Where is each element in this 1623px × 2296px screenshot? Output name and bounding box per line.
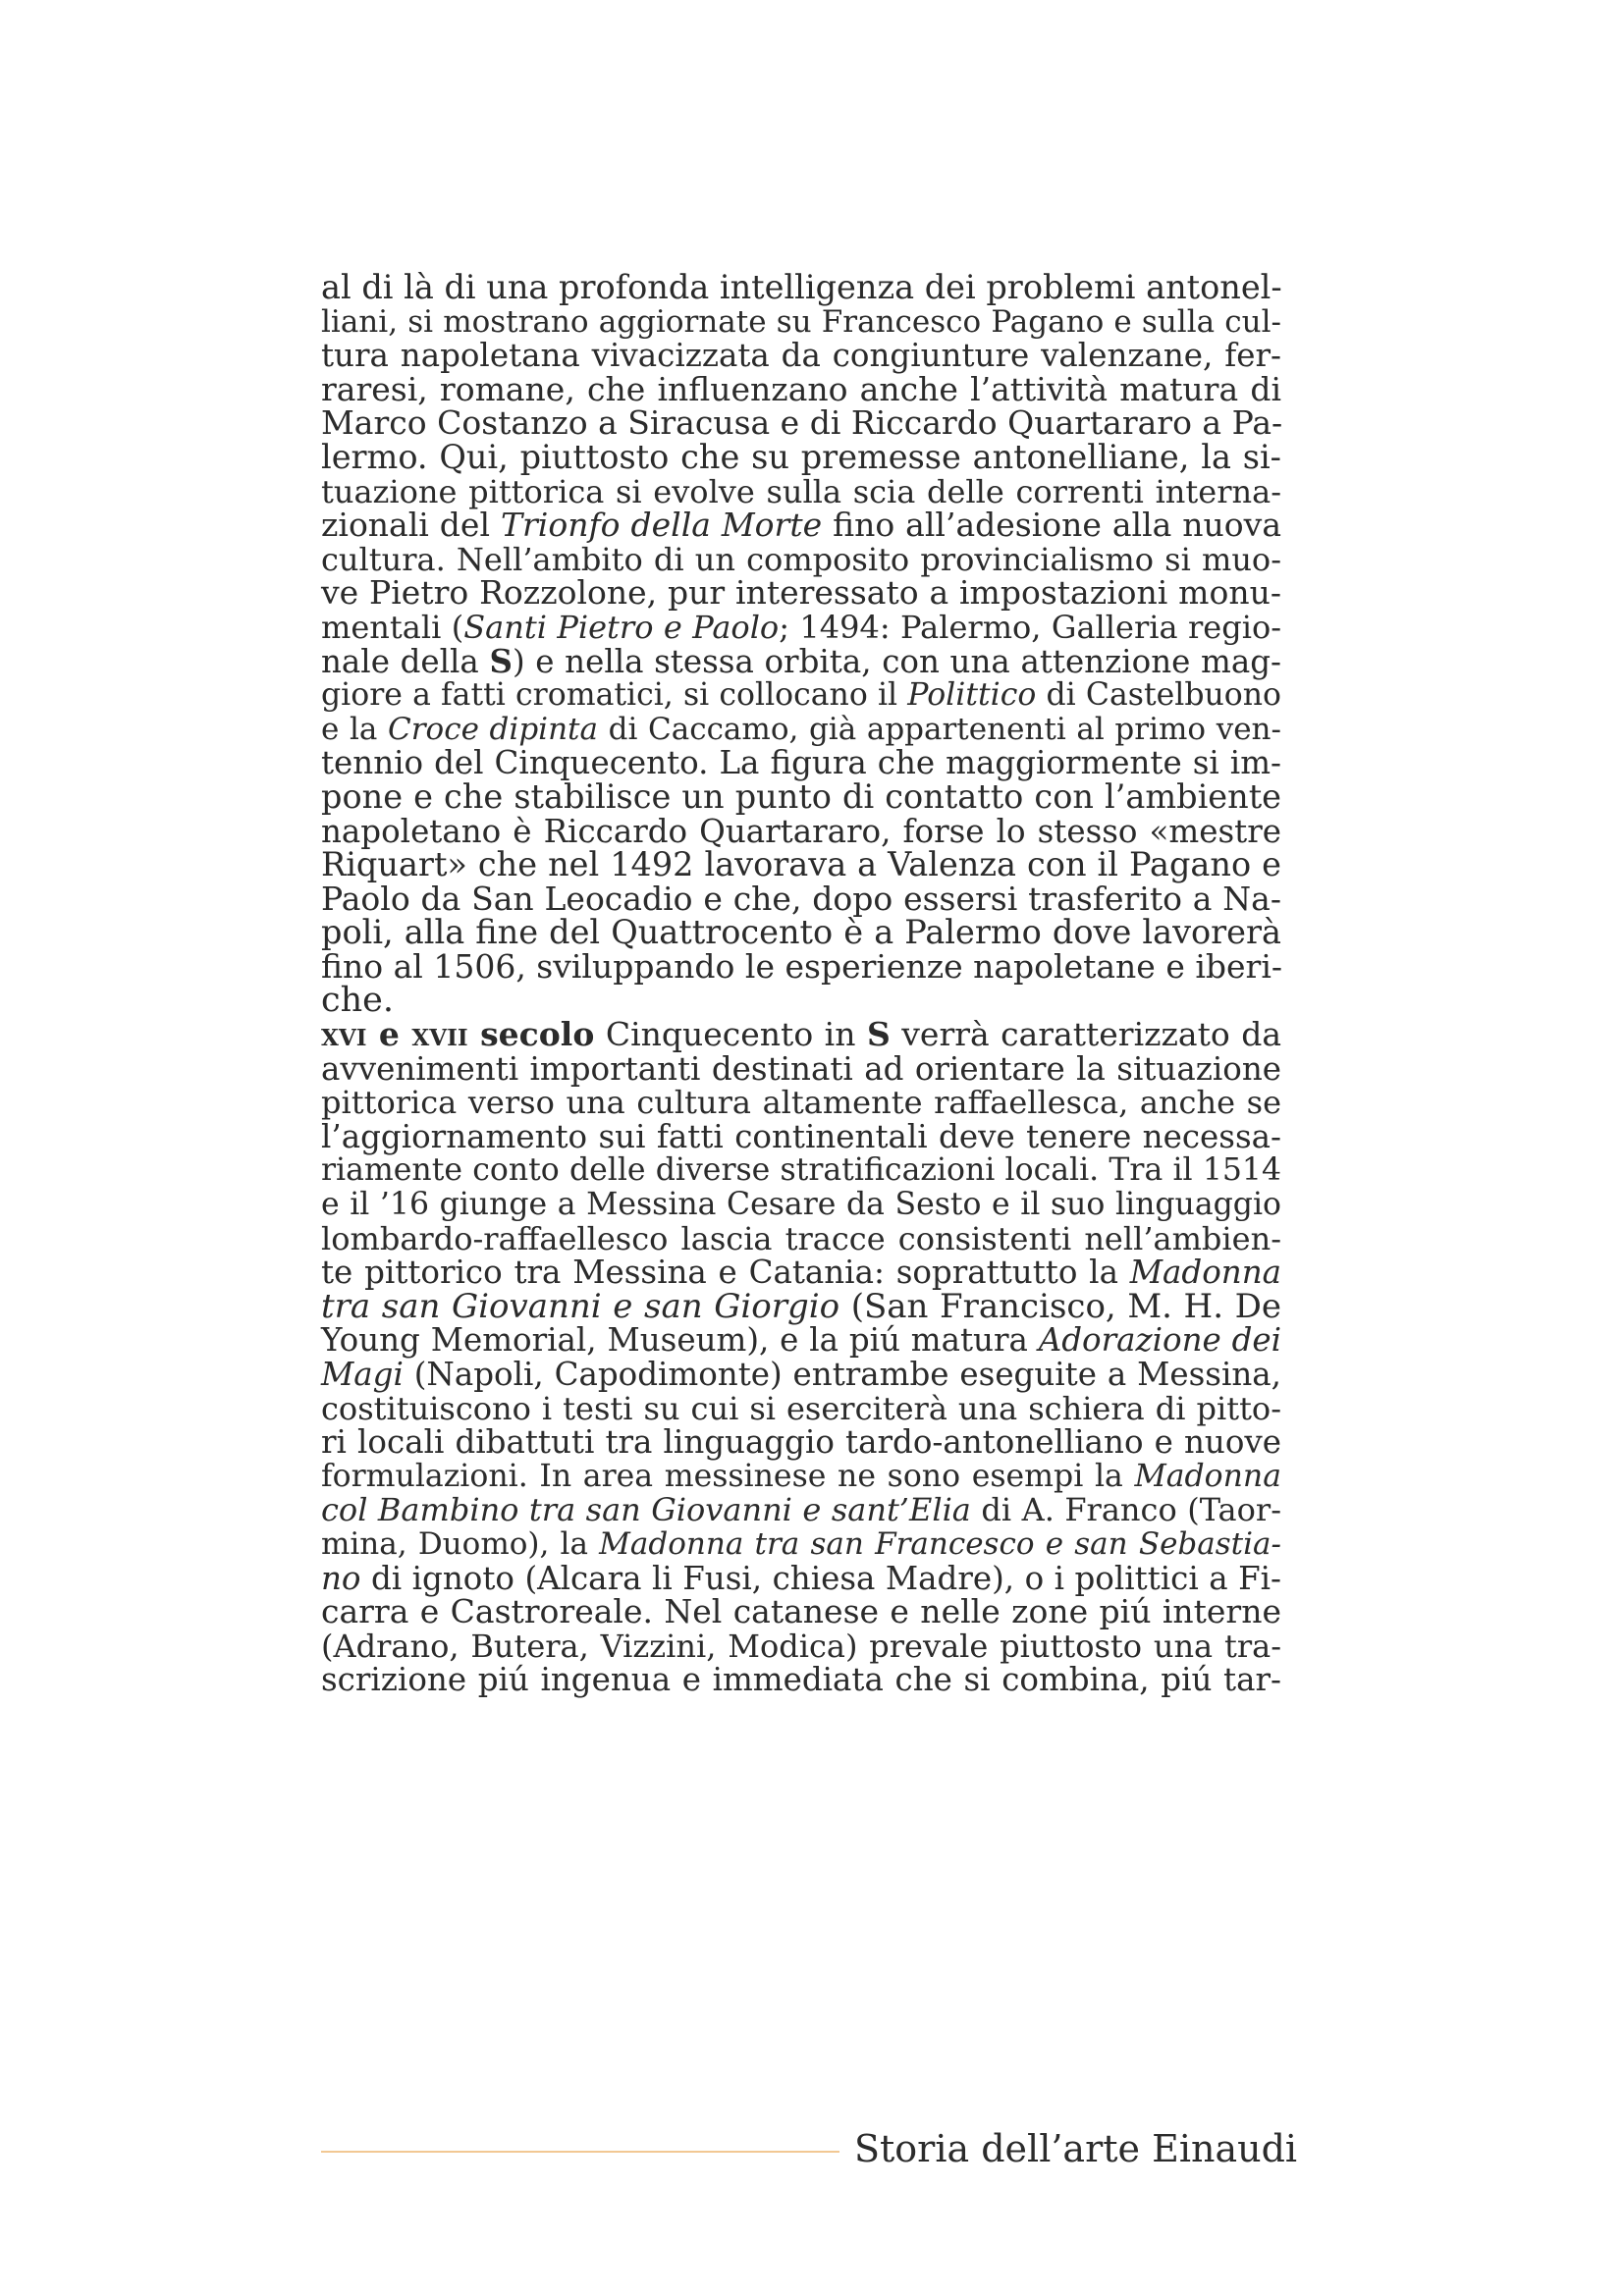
text-line [321,573,1281,613]
text-run: cultura. Nell’ambito di un composito provincialismo si muo- [321,540,1281,578]
text-run: e [366,1015,412,1054]
text-line [321,608,1282,646]
text-run: verrà caratterizzato da [890,1015,1281,1054]
text-run: xvi [321,1015,367,1054]
text-run: secolo [467,1015,595,1054]
text-line [321,437,1281,476]
text-line [321,1527,1281,1562]
text-run: fino al 1506, sviluppando le esperienze napoletane e iberi- [321,946,1283,986]
text-run: riamente conto delle diverse stratificazioni locali. Tra il 1514 [321,1152,1281,1189]
text-run: xvii [411,1015,468,1054]
text-run: Magi [321,1356,404,1393]
text-line [321,1493,1281,1527]
text-line [321,1049,1281,1088]
text-run: Paolo da San Leocadio e che, dopo essersi trasferito a Na- [321,879,1281,918]
text-line [321,1219,1281,1257]
text-run: Adorazione dei [1038,1321,1281,1360]
text-run: pone e che stabilisce un punto di contatto con l’ambiente [321,776,1281,816]
text-line [321,1323,1281,1358]
text-run: mentali ( [321,608,464,646]
text-run: Young Memorial, Museum), e la piú matura [321,1321,1039,1360]
text-run: zionali del [321,506,501,545]
text-run: S [489,641,513,680]
text-run: fino all’adesione alla nuova [822,506,1281,545]
text-line [321,1425,1281,1460]
text-run: pittorica verso una cultura altamente raffaellesca, anche se [321,1084,1281,1122]
text-run: ri locali dibattuti tra linguaggio tardo-antonelliano e nuove [321,1423,1281,1462]
text-line [321,776,1281,816]
text-run: scrizione piú ingenua e immediata che si combina, piú tar- [321,1661,1281,1699]
text-run: Santi Pietro e Paolo [463,608,780,646]
text-run: che. [321,981,394,1021]
text-run: (San Francisco, M. H. De [839,1286,1281,1326]
text-line [321,812,1281,850]
text-run: no [321,1559,361,1597]
footer-title: Storia dell’arte Einaudi [854,2127,1298,2170]
text-line [321,913,1281,952]
body-text [321,268,1283,1699]
text-run: (Napoli, Capodimonte) entrambe eseguite a Messina, [403,1356,1281,1393]
text-line [321,1358,1281,1392]
text-run: nale della [321,642,490,680]
text-line [321,713,1281,747]
text-run: tra san Giovanni e san Giorgio [321,1286,840,1326]
text-run: formulazioni. In area messinese ne sono esempi la [321,1458,1135,1494]
text-line [321,1559,1281,1597]
text-run: e la [321,711,389,747]
text-run: di Castelbuono [1036,677,1281,714]
text-line [321,678,1281,713]
text-line [321,1460,1281,1494]
text-run: col Bambino tra san Giovanni e sant’Elia [321,1491,971,1529]
text-line [321,472,1281,510]
text-line [321,403,1283,443]
text-line [321,1153,1281,1188]
text-run: Madonna [1134,1458,1281,1494]
text-run: S [866,1015,891,1054]
footer-rule [321,2151,839,2153]
text-run: e il ’16 giunge a Messina Cesare da Sesto e il suo linguaggio [321,1187,1281,1223]
text-run: raresi, romane, che influenzano anche l’attività matura di [321,369,1281,408]
text-run: ; 1494: Palermo, Galleria regio- [779,608,1282,646]
text-run: tuazione pittorica si evolve sulla scia delle correnti interna- [321,472,1281,510]
text-line [321,1255,1281,1290]
text-line [321,1188,1281,1222]
text-line [321,339,1281,373]
text-run: napoletano è Riccardo Quartararo, forse lo stesso «mestre [321,812,1281,850]
text-run: lombardo-raffaellesco lascia tracce consistenti nell’ambien- [321,1219,1281,1257]
text-line [321,369,1281,408]
text-line [321,746,1281,780]
text-run: di ignoto (Alcara li Fusi, chiesa Madre), o i polittici a Fi- [360,1559,1281,1597]
text-run: poli, alla fine del Quattrocento è a Palermo dove lavorerà [321,913,1281,952]
text-run: tura napoletana vivacizzata da congiunture valenzane, fer- [321,337,1281,375]
text-run: giore a fatti cromatici, si collocano il [321,677,908,714]
text-line [321,1592,1281,1631]
text-run: te pittorico tra Messina e Catania: soprattutto la [321,1254,1130,1292]
text-run: ) e nella stessa orbita, con una attenzione mag- [512,642,1281,680]
text-line [321,1286,1281,1326]
text-run: al di là di una profonda intelligenza dei problemi antonel- [321,268,1282,306]
text-line [321,1629,1281,1664]
text-run: mina, Duomo), la [321,1525,600,1562]
text-line [321,845,1281,884]
text-line [321,268,1282,306]
text-line [321,305,1281,340]
text-line [321,540,1281,578]
text-run: tennio del Cinquecento. La figura che maggiormente si im- [321,744,1281,782]
text-line [321,1117,1281,1155]
text-run: di A. Franco (Taor- [970,1491,1282,1529]
text-run: costituiscono i testi su cui si eserciterà una schiera di pitto- [321,1389,1281,1427]
text-run: carra e Castroreale. Nel catanese e nelle zone piú interne [321,1592,1281,1631]
text-line [321,1663,1281,1697]
text-run: di Caccamo, già appartenenti al primo ven- [597,711,1281,747]
text-line [321,641,1281,680]
text-run: Trionfo della Morte [500,506,823,545]
text-line [321,1389,1281,1427]
text-run: Riquart» che nel 1492 lavorava a Valenza con il Pagano e [321,845,1281,884]
text-run: (Adrano, Butera, Vizzini, Modica) prevale piuttosto una tra- [321,1627,1281,1665]
text-run: Marco Costanzo a Siracusa e di Riccardo Quartararo a Pa- [321,403,1283,443]
text-run: Madonna tra san Francesco e san Sebastia- [599,1525,1281,1562]
text-run: l’aggiornamento sui fatti continentali deve tenere necessa- [321,1117,1281,1155]
text-run: Cinquecento in [594,1015,867,1054]
text-line [321,508,1281,543]
text-run: lermo. Qui, piuttosto che su premesse antonelliane, la si- [321,437,1281,476]
text-run: ve Pietro Rozzolone, pur interessato a impostazioni monu- [321,573,1281,613]
text-run: Madonna [1129,1254,1281,1292]
text-run: liani, si mostrano aggiornate su Francesco Pagano e sulla cul- [321,303,1281,340]
text-line [321,1086,1281,1120]
text-line [321,879,1281,918]
text-run: Polittico [907,677,1037,714]
text-line [321,981,1281,1021]
text-line [321,1015,1281,1054]
text-run: avvenimenti importanti destinati ad orientare la situazione [321,1049,1281,1088]
text-line [321,946,1283,986]
text-run: Croce dipinta [388,711,598,747]
